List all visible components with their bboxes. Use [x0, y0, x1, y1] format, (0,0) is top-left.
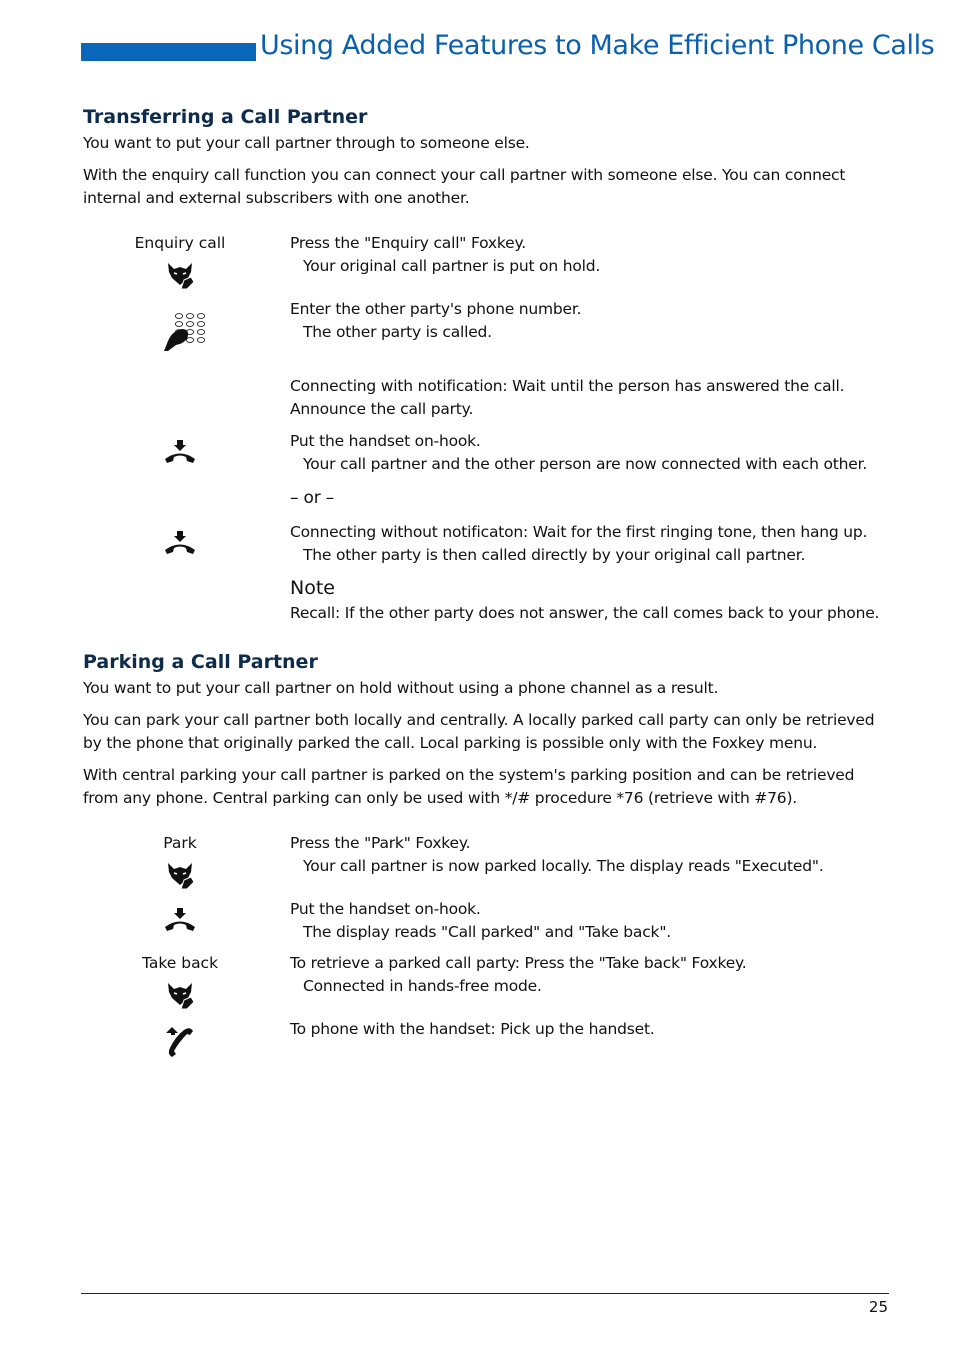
header-accent-bar — [81, 43, 256, 61]
transfer-step-1 — [290, 232, 890, 278]
parking-heading: Parking a Call Partner — [83, 651, 318, 673]
keypad-icon — [160, 311, 212, 353]
transfer-step-5 — [290, 521, 890, 567]
transfer-step-3: Connecting with notification: Wait until the person has answered the call. Announce the call party. — [290, 377, 845, 418]
handset-off-hook-icon — [162, 1024, 198, 1060]
parking-step-3 — [290, 952, 890, 998]
enquiry-call-label: Enquiry call — [134, 234, 226, 252]
note-heading: Note — [290, 577, 335, 599]
take-back-label: Take back — [141, 954, 219, 972]
transfer-step-2 — [290, 298, 890, 344]
park-label: Park — [163, 834, 197, 852]
footer-rule — [81, 1293, 889, 1294]
parking-description-2: With central parking your call partner is parked on the system's parking position and can be retrieved from any phone. Central parking can only be used with */# procedure *76 (retrieve with #76). — [83, 766, 855, 807]
handset-on-hook-icon — [162, 438, 198, 474]
transfer-step-4 — [290, 430, 890, 476]
parking-step-2 — [290, 898, 890, 944]
fox-head-icon — [162, 978, 198, 1014]
page-title: Using Added Features to Make Efficient Phone Calls — [260, 30, 935, 61]
parking-step-1 — [290, 832, 890, 878]
transfer-step-1-text: Press the "Enquiry call" Foxkey. — [290, 234, 526, 252]
transfer-step-2-result: The other party is called. — [303, 323, 492, 341]
transfer-step-5-text: Connecting without notificaton: Wait for the first ringing tone, then hang up. — [290, 523, 868, 541]
transfer-step-4-text: Put the handset on-hook. — [290, 432, 481, 450]
note-text: Recall: If the other party does not answer, the call comes back to your phone. — [290, 604, 880, 622]
fox-head-icon — [162, 858, 198, 894]
parking-step-3-text: To retrieve a parked call party: Press the "Take back" Foxkey. — [290, 954, 747, 972]
transfer-step-4-result: Your call partner and the other person are now connected with each other. — [303, 455, 868, 473]
parking-step-1-text: Press the "Park" Foxkey. — [290, 834, 471, 852]
transfer-step-2-text: Enter the other party's phone number. — [290, 300, 582, 318]
parking-step-1-result: Your call partner is now parked locally. The display reads "Executed". — [303, 857, 824, 875]
parking-step-2-result: The display reads "Call parked" and "Take back". — [303, 923, 671, 941]
fox-head-icon — [162, 258, 198, 294]
or-separator: – or – — [290, 488, 334, 508]
transfer-heading: Transferring a Call Partner — [83, 106, 368, 128]
handset-on-hook-icon — [162, 906, 198, 942]
parking-intro: You want to put your call partner on hold without using a phone channel as a result. — [83, 679, 719, 697]
transfer-step-1-result: Your original call partner is put on hold. — [303, 257, 601, 275]
transfer-intro: You want to put your call partner through to someone else. — [83, 134, 530, 152]
page-number: 25 — [868, 1298, 888, 1316]
handset-on-hook-icon — [162, 529, 198, 565]
transfer-step-5-result: The other party is then called directly by your original call partner. — [303, 546, 806, 564]
transfer-description: With the enquiry call function you can connect your call partner with someone else. You can connect internal and external subscribers with one another. — [83, 166, 846, 207]
parking-step-4: To phone with the handset: Pick up the handset. — [290, 1020, 655, 1038]
parking-step-2-text: Put the handset on-hook. — [290, 900, 481, 918]
parking-description-1: You can park your call partner both locally and centrally. A locally parked call party can only be retrieved by the phone that originally parked the call. Local parking is possible only with the Foxkey menu. — [83, 711, 875, 752]
parking-step-3-result: Connected in hands-free mode. — [303, 977, 542, 995]
